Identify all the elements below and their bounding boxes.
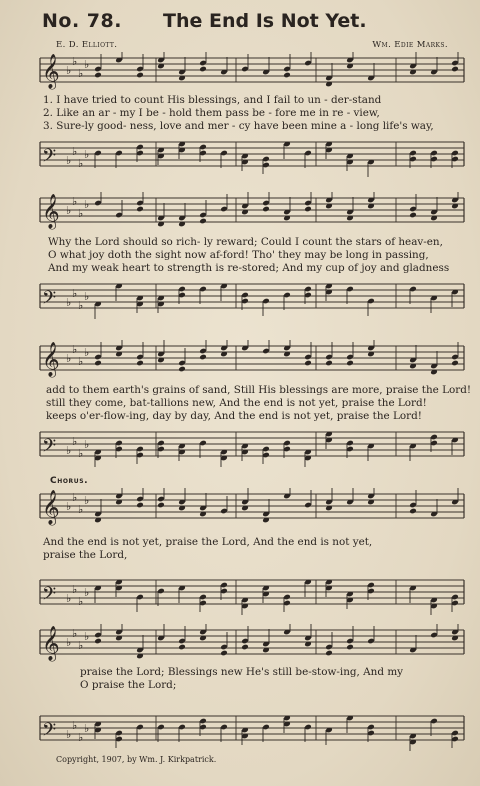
flat-icon: ♭ xyxy=(84,586,90,599)
treble-clef-icon: 𝄞 xyxy=(42,54,60,89)
note-head xyxy=(94,638,102,645)
note-head xyxy=(136,206,144,213)
music-system-2 xyxy=(36,192,466,320)
hymn-header xyxy=(0,10,480,36)
chorus-line-2: praise the Lord; Blessings new He's still be-stow-ing, And my xyxy=(80,666,404,678)
flat-icon: ♭ xyxy=(84,722,90,735)
flat-icon: ♭ xyxy=(78,447,84,460)
music-system-5 xyxy=(36,624,466,752)
music-system-1 xyxy=(36,52,466,180)
flat-icon: ♭ xyxy=(66,592,72,605)
flat-icon: ♭ xyxy=(72,627,78,640)
note-head xyxy=(199,218,207,225)
copyright-notice: Copyright, 1907, by Wm. J. Kirkpatrick. xyxy=(56,755,217,764)
treble-staff xyxy=(36,340,466,382)
hymn-title: The End Is Not Yet. xyxy=(163,10,367,32)
flat-icon: ♭ xyxy=(84,148,90,161)
lyricist-credit: E. D. Elliott. xyxy=(56,40,118,50)
verse-2-line-1: 2. Like an ar - my I be - hold them pass be - fore me in re - view, xyxy=(43,107,380,119)
note-head xyxy=(325,650,333,657)
note-head xyxy=(409,508,417,515)
flat-icon: ♭ xyxy=(78,299,84,312)
note-head xyxy=(262,206,270,213)
flat-icon: ♭ xyxy=(78,67,84,80)
chorus-label: Chorus. xyxy=(50,476,89,486)
flat-icon: ♭ xyxy=(78,355,84,368)
treble-staff xyxy=(36,624,466,666)
flat-icon: ♭ xyxy=(84,630,90,643)
verse-2-line-3: still they come, bat-tallions new, And the end is not yet, praise the Lord! xyxy=(46,397,427,409)
flat-icon: ♭ xyxy=(66,500,72,513)
note-head xyxy=(136,360,144,367)
chorus-line-1: And the end is not yet, praise the Lord, And the end is not yet, xyxy=(43,536,373,548)
bass-staff xyxy=(36,136,466,178)
note-head xyxy=(136,72,144,79)
flat-icon: ♭ xyxy=(72,583,78,596)
flat-icon: ♭ xyxy=(78,157,84,170)
flat-icon: ♭ xyxy=(78,503,84,516)
flat-icon: ♭ xyxy=(66,154,72,167)
flat-icon: ♭ xyxy=(84,58,90,71)
note-head xyxy=(136,502,144,509)
treble-clef-icon: 𝄞 xyxy=(42,626,60,661)
bass-staff xyxy=(36,574,466,616)
note-head xyxy=(409,212,417,219)
note-head xyxy=(451,360,459,367)
music-system-4 xyxy=(36,488,466,616)
bass-clef-icon: 𝄢 xyxy=(42,584,57,609)
flat-icon: ♭ xyxy=(72,287,78,300)
note-head xyxy=(304,206,312,213)
note-head xyxy=(325,360,333,367)
flat-icon: ♭ xyxy=(84,198,90,211)
flat-icon: ♭ xyxy=(72,491,78,504)
note-head xyxy=(241,644,249,651)
note-head xyxy=(346,644,354,651)
treble-staff xyxy=(36,488,466,530)
treble-staff xyxy=(36,192,466,234)
flat-icon: ♭ xyxy=(72,195,78,208)
bass-staff xyxy=(36,278,466,320)
flat-icon: ♭ xyxy=(72,55,78,68)
verse-1-line-2: Why the Lord should so rich- ly reward; Could I count the stars of heav-en, xyxy=(48,236,443,248)
chorus-line-2-bass: O praise the Lord; xyxy=(80,679,177,691)
flat-icon: ♭ xyxy=(66,636,72,649)
chorus-line-1-bass: praise the Lord, xyxy=(43,549,128,561)
bass-clef-icon: 𝄢 xyxy=(42,436,57,461)
flat-icon: ♭ xyxy=(78,639,84,652)
treble-clef-icon: 𝄞 xyxy=(42,194,60,229)
note-head xyxy=(451,66,459,73)
flat-icon: ♭ xyxy=(72,145,78,158)
verse-3-line-1: 3. Sure-ly good- ness, love and mer - cy have been mine a - long life's way, xyxy=(43,120,434,132)
flat-icon: ♭ xyxy=(66,444,72,457)
flat-icon: ♭ xyxy=(66,352,72,365)
bass-staff xyxy=(36,426,466,468)
flat-icon: ♭ xyxy=(72,719,78,732)
flat-icon: ♭ xyxy=(66,204,72,217)
flat-icon: ♭ xyxy=(84,346,90,359)
note-head xyxy=(157,502,165,509)
note-head xyxy=(346,360,354,367)
treble-clef-icon: 𝄞 xyxy=(42,490,60,525)
flat-icon: ♭ xyxy=(72,435,78,448)
bass-clef-icon: 𝄢 xyxy=(42,720,57,745)
flat-icon: ♭ xyxy=(84,290,90,303)
flat-icon: ♭ xyxy=(78,207,84,220)
verse-3-line-3: keeps o'er-flow-ing, day by day, And the end is not yet, praise the Lord! xyxy=(46,410,422,422)
note-head xyxy=(220,650,228,657)
note-head xyxy=(304,360,312,367)
bass-staff xyxy=(36,710,466,752)
treble-clef-icon: 𝄞 xyxy=(42,342,60,377)
flat-icon: ♭ xyxy=(72,343,78,356)
bass-clef-icon: 𝄢 xyxy=(42,146,57,171)
composer-credit: Wm. Edie Marks. xyxy=(372,40,448,50)
flat-icon: ♭ xyxy=(78,595,84,608)
flat-icon: ♭ xyxy=(78,731,84,744)
flat-icon: ♭ xyxy=(66,296,72,309)
note-head xyxy=(94,72,102,79)
music-system-3 xyxy=(36,340,472,468)
verse-3-line-2: And my weak heart to strength is re-stored; And my cup of joy and gladness xyxy=(48,262,450,274)
verse-1-line-3: add to them earth's grains of sand, Still His blessings are more, praise the Lord! xyxy=(46,384,472,396)
flat-icon: ♭ xyxy=(84,438,90,451)
flat-icon: ♭ xyxy=(84,494,90,507)
note-head xyxy=(283,72,291,79)
verse-1-line-1: 1. I have tried to count His blessings, and I fail to un - der-stand xyxy=(43,94,382,106)
bass-clef-icon: 𝄢 xyxy=(42,288,57,313)
flat-icon: ♭ xyxy=(66,64,72,77)
treble-staff xyxy=(36,52,466,94)
note-head xyxy=(178,366,186,373)
verse-2-line-2: O what joy doth the sight now af-ford! Tho' they may be long in passing, xyxy=(48,249,429,261)
note-head xyxy=(178,644,186,651)
note-head xyxy=(199,354,207,361)
note-head xyxy=(94,360,102,367)
flat-icon: ♭ xyxy=(66,728,72,741)
hymn-number: No. 78. xyxy=(42,10,122,32)
note-head xyxy=(199,66,207,73)
